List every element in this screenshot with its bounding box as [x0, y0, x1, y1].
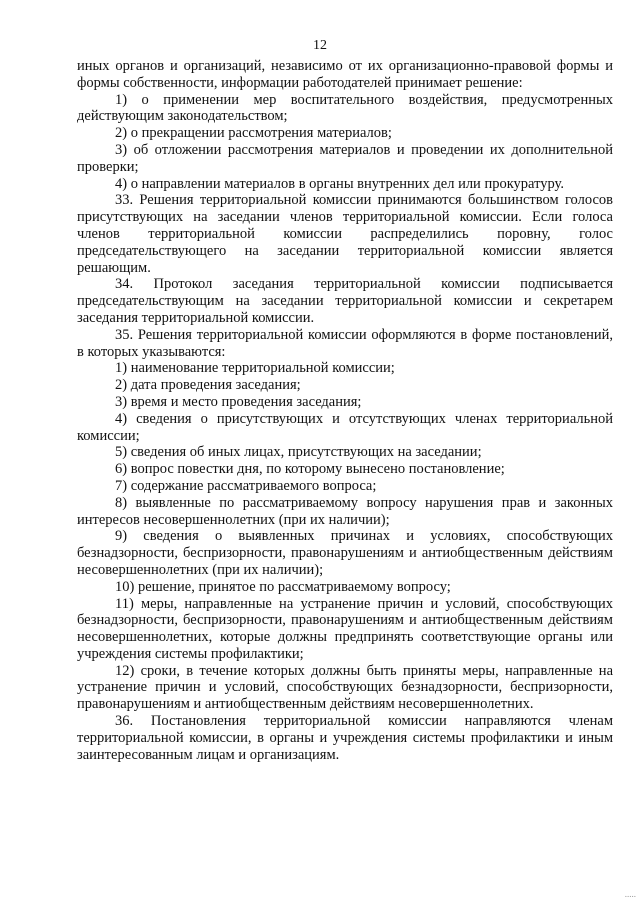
- paragraph: 2) о прекращении рассмотрения материалов;: [115, 125, 392, 142]
- page-number: 12: [313, 38, 327, 53]
- paragraph: 1) о применении мер воспитательного воздействия, предусмотренных действующим законодательством;: [77, 91, 613, 125]
- paragraph: 12) сроки, в течение которых должны быть приняты меры, направленные на устранение причин и условий, способствующих безнадзорности, беспризорности, правонарушениям и антиобщественным действиям несовершеннолетних.: [77, 662, 613, 713]
- paragraph: 35. Решения территориальной комиссии оформляются в форме постановлений, в которых указываются:: [77, 326, 613, 360]
- paragraph: 10) решение, принятое по рассматриваемому вопросу;: [115, 578, 451, 595]
- paragraph: 5) сведения об иных лицах, присутствующих на заседании;: [115, 444, 482, 461]
- paragraph: 4) сведения о присутствующих и отсутствующих членах территориальной комиссии;: [77, 410, 613, 444]
- paragraph: 36. Постановления территориальной комиссии направляются членам территориальной комиссии, в органы и учреждения системы профилактики и иным заинтересованным лицам и организациям.: [77, 713, 613, 763]
- paragraph: иных органов и организаций, независимо от их организационно-правовой формы и формы собственности, информации работодателей принимает решение:: [77, 58, 613, 91]
- paragraph: 8) выявленные по рассматриваемому вопросу нарушения прав и законных интересов несовершеннолетних (при их наличии);: [77, 494, 613, 528]
- paragraph: 34. Протокол заседания территориальной комиссии подписывается председательствующим на заседании территориальной комиссии и секретарем заседания территориальной комиссии.: [77, 276, 613, 326]
- paragraph: 11) меры, направленные на устранение причин и условий, способствующих безнадзорности, беспризорности, правонарушениям и антиобщественным действиям несовершеннолетних, которые должны предпринять соответствующие органы или учреждения системы профилактики;: [77, 595, 613, 662]
- scan-artifact: .....: [624, 889, 636, 899]
- paragraph: 3) время и место проведения заседания;: [115, 393, 362, 410]
- paragraph: 3) об отложении рассмотрения материалов и проведении их дополнительной проверки;: [77, 141, 613, 175]
- paragraph: 2) дата проведения заседания;: [115, 377, 301, 394]
- paragraph: 4) о направлении материалов в органы внутренних дел или прокуратуру.: [115, 175, 564, 192]
- paragraph: 7) содержание рассматриваемого вопроса;: [115, 477, 377, 494]
- paragraph: 9) сведения о выявленных причинах и условиях, способствующих безнадзорности, беспризорности, правонарушениям и антиобщественным действиям несовершеннолетних (при их наличии);: [77, 528, 613, 578]
- paragraph: 33. Решения территориальной комиссии принимаются большинством голосов присутствующих на заседании членов территориальной комиссии. Если голоса членов территориальной комиссии распределились поровну, голос председательствующего на заседании территориальной комиссии является решающим.: [77, 192, 613, 276]
- paragraph: 6) вопрос повестки дня, по которому вынесено постановление;: [115, 461, 505, 478]
- paragraph: 1) наименование территориальной комиссии;: [115, 360, 395, 377]
- document-body: [77, 58, 613, 763]
